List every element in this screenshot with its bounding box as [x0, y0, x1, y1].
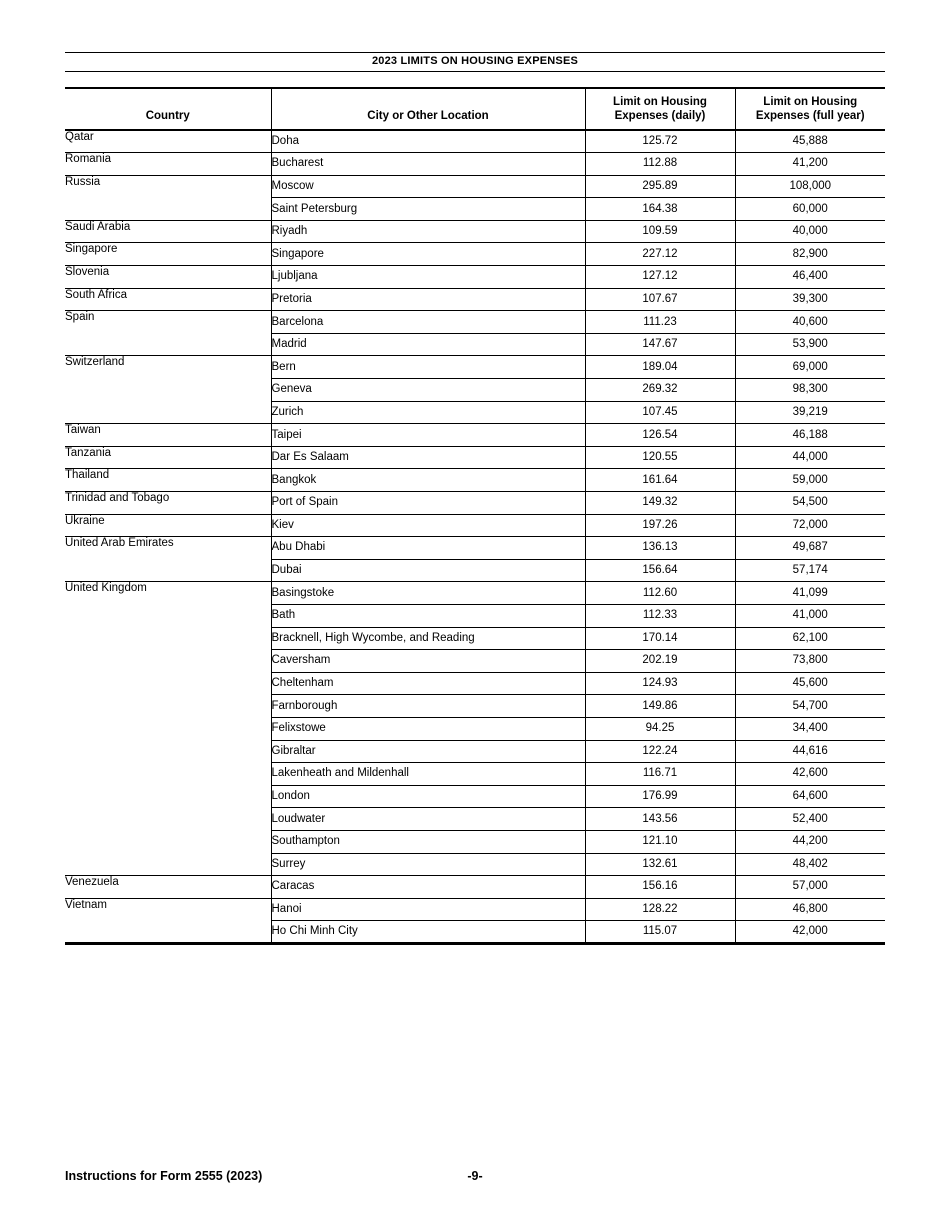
daily-limit-cell: 161.64	[585, 469, 735, 492]
daily-limit-cell: 269.32	[585, 379, 735, 402]
city-cell: Hanoi	[271, 898, 585, 921]
footer-page-number: -9-	[467, 1169, 483, 1183]
page-title: 2023 LIMITS ON HOUSING EXPENSES	[371, 55, 579, 67]
daily-limit-cell: 170.14	[585, 627, 735, 650]
table-row	[65, 424, 885, 447]
city-cell: Doha	[271, 130, 585, 153]
city-cell: Bracknell, High Wycombe, and Reading	[271, 627, 585, 650]
full-year-limit-cell: 62,100	[735, 627, 885, 650]
full-year-limit-cell: 73,800	[735, 650, 885, 673]
daily-limit-cell: 149.32	[585, 492, 735, 515]
table-header	[65, 88, 885, 130]
housing-expenses-table	[65, 87, 885, 945]
table-row	[65, 311, 885, 334]
city-cell: Bangkok	[271, 469, 585, 492]
table-row	[65, 266, 885, 289]
city-cell: Saint Petersburg	[271, 198, 585, 221]
daily-limit-cell: 109.59	[585, 220, 735, 243]
full-year-limit-cell: 59,000	[735, 469, 885, 492]
daily-limit-cell: 127.12	[585, 266, 735, 289]
daily-limit-cell: 122.24	[585, 740, 735, 763]
city-cell: Dubai	[271, 559, 585, 582]
city-cell: Bucharest	[271, 153, 585, 176]
daily-limit-cell: 164.38	[585, 198, 735, 221]
full-year-limit-cell: 57,000	[735, 876, 885, 899]
country-cell: United Arab Emirates	[65, 537, 271, 582]
daily-limit-cell: 227.12	[585, 243, 735, 266]
table-row	[65, 220, 885, 243]
country-cell: Qatar	[65, 130, 271, 153]
title-rule-bottom	[65, 71, 885, 72]
header-row	[65, 88, 885, 130]
city-cell: Madrid	[271, 333, 585, 356]
full-year-limit-cell: 41,200	[735, 153, 885, 176]
table-row	[65, 469, 885, 492]
city-cell: Southampton	[271, 830, 585, 853]
daily-limit-cell: 116.71	[585, 763, 735, 786]
city-cell: Bath	[271, 604, 585, 627]
country-cell: Romania	[65, 153, 271, 176]
city-cell: Zurich	[271, 401, 585, 424]
country-cell: Ukraine	[65, 514, 271, 537]
daily-limit-cell: 125.72	[585, 130, 735, 153]
city-cell: London	[271, 785, 585, 808]
daily-limit-cell: 121.10	[585, 830, 735, 853]
full-year-limit-cell: 42,600	[735, 763, 885, 786]
city-cell: Riyadh	[271, 220, 585, 243]
country-cell: Trinidad and Tobago	[65, 492, 271, 515]
city-cell: Felixstowe	[271, 717, 585, 740]
daily-limit-cell: 126.54	[585, 424, 735, 447]
title-rule-top	[65, 52, 885, 53]
daily-limit-cell: 115.07	[585, 921, 735, 944]
full-year-limit-cell: 54,700	[735, 695, 885, 718]
daily-limit-cell: 120.55	[585, 446, 735, 469]
city-cell: Ho Chi Minh City	[271, 921, 585, 944]
table-body	[65, 130, 885, 943]
full-year-limit-cell: 46,188	[735, 424, 885, 447]
full-year-limit-cell: 44,200	[735, 830, 885, 853]
country-cell: Saudi Arabia	[65, 220, 271, 243]
full-year-limit-cell: 42,000	[735, 921, 885, 944]
table-row	[65, 175, 885, 198]
full-year-limit-cell: 40,000	[735, 220, 885, 243]
daily-limit-cell: 176.99	[585, 785, 735, 808]
city-cell: Pretoria	[271, 288, 585, 311]
country-cell: Singapore	[65, 243, 271, 266]
column-header-city: City or Other Location	[271, 88, 585, 130]
city-cell: Caversham	[271, 650, 585, 673]
column-header-full-year-limit: Limit on Housing Expenses (full year)	[735, 88, 885, 130]
table-row	[65, 130, 885, 153]
country-cell: Russia	[65, 175, 271, 220]
table-row	[65, 876, 885, 899]
table-row	[65, 446, 885, 469]
daily-limit-cell: 197.26	[585, 514, 735, 537]
country-cell: Thailand	[65, 469, 271, 492]
table-row	[65, 288, 885, 311]
country-cell: Switzerland	[65, 356, 271, 424]
country-cell: Venezuela	[65, 876, 271, 899]
table-row	[65, 243, 885, 266]
country-cell: South Africa	[65, 288, 271, 311]
full-year-limit-cell: 44,000	[735, 446, 885, 469]
daily-limit-cell: 112.60	[585, 582, 735, 605]
daily-limit-cell: 94.25	[585, 717, 735, 740]
country-cell: Slovenia	[65, 266, 271, 289]
city-cell: Farnborough	[271, 695, 585, 718]
city-cell: Taipei	[271, 424, 585, 447]
full-year-limit-cell: 49,687	[735, 537, 885, 560]
table-row	[65, 582, 885, 605]
daily-limit-cell: 128.22	[585, 898, 735, 921]
full-year-limit-cell: 57,174	[735, 559, 885, 582]
column-header-daily-limit: Limit on Housing Expenses (daily)	[585, 88, 735, 130]
daily-limit-cell: 111.23	[585, 311, 735, 334]
full-year-limit-cell: 40,600	[735, 311, 885, 334]
daily-limit-cell: 112.33	[585, 604, 735, 627]
daily-limit-cell: 156.16	[585, 876, 735, 899]
table-row	[65, 492, 885, 515]
city-cell: Dar Es Salaam	[271, 446, 585, 469]
daily-limit-cell: 189.04	[585, 356, 735, 379]
full-year-limit-cell: 64,600	[735, 785, 885, 808]
full-year-limit-cell: 45,888	[735, 130, 885, 153]
footer-document-title: Instructions for Form 2555 (2023)	[65, 1169, 263, 1183]
daily-limit-cell: 295.89	[585, 175, 735, 198]
daily-limit-cell: 112.88	[585, 153, 735, 176]
full-year-limit-cell: 39,300	[735, 288, 885, 311]
city-cell: Gibraltar	[271, 740, 585, 763]
full-year-limit-cell: 45,600	[735, 672, 885, 695]
full-year-limit-cell: 98,300	[735, 379, 885, 402]
city-cell: Port of Spain	[271, 492, 585, 515]
full-year-limit-cell: 69,000	[735, 356, 885, 379]
column-header-country: Country	[65, 88, 271, 130]
full-year-limit-cell: 48,402	[735, 853, 885, 876]
country-cell: Tanzania	[65, 446, 271, 469]
city-cell: Lakenheath and Mildenhall	[271, 763, 585, 786]
city-cell: Kiev	[271, 514, 585, 537]
daily-limit-cell: 107.67	[585, 288, 735, 311]
city-cell: Moscow	[271, 175, 585, 198]
full-year-limit-cell: 46,800	[735, 898, 885, 921]
daily-limit-cell: 149.86	[585, 695, 735, 718]
full-year-limit-cell: 108,000	[735, 175, 885, 198]
city-cell: Caracas	[271, 876, 585, 899]
full-year-limit-cell: 52,400	[735, 808, 885, 831]
full-year-limit-cell: 34,400	[735, 717, 885, 740]
full-year-limit-cell: 54,500	[735, 492, 885, 515]
city-cell: Surrey	[271, 853, 585, 876]
table-row	[65, 356, 885, 379]
city-cell: Geneva	[271, 379, 585, 402]
full-year-limit-cell: 60,000	[735, 198, 885, 221]
country-cell: Taiwan	[65, 424, 271, 447]
full-year-limit-cell: 72,000	[735, 514, 885, 537]
daily-limit-cell: 124.93	[585, 672, 735, 695]
country-cell: Vietnam	[65, 898, 271, 943]
daily-limit-cell: 107.45	[585, 401, 735, 424]
table-row	[65, 537, 885, 560]
city-cell: Abu Dhabi	[271, 537, 585, 560]
daily-limit-cell: 202.19	[585, 650, 735, 673]
country-cell: United Kingdom	[65, 582, 271, 876]
daily-limit-cell: 156.64	[585, 559, 735, 582]
daily-limit-cell: 136.13	[585, 537, 735, 560]
city-cell: Ljubljana	[271, 266, 585, 289]
full-year-limit-cell: 39,219	[735, 401, 885, 424]
full-year-limit-cell: 44,616	[735, 740, 885, 763]
city-cell: Singapore	[271, 243, 585, 266]
daily-limit-cell: 143.56	[585, 808, 735, 831]
country-cell: Spain	[65, 311, 271, 356]
full-year-limit-cell: 53,900	[735, 333, 885, 356]
city-cell: Bern	[271, 356, 585, 379]
full-year-limit-cell: 46,400	[735, 266, 885, 289]
city-cell: Loudwater	[271, 808, 585, 831]
full-year-limit-cell: 41,000	[735, 604, 885, 627]
table-row	[65, 898, 885, 921]
table-row	[65, 153, 885, 176]
city-cell: Cheltenham	[271, 672, 585, 695]
full-year-limit-cell: 82,900	[735, 243, 885, 266]
daily-limit-cell: 147.67	[585, 333, 735, 356]
table-row	[65, 514, 885, 537]
city-cell: Barcelona	[271, 311, 585, 334]
daily-limit-cell: 132.61	[585, 853, 735, 876]
city-cell: Basingstoke	[271, 582, 585, 605]
full-year-limit-cell: 41,099	[735, 582, 885, 605]
